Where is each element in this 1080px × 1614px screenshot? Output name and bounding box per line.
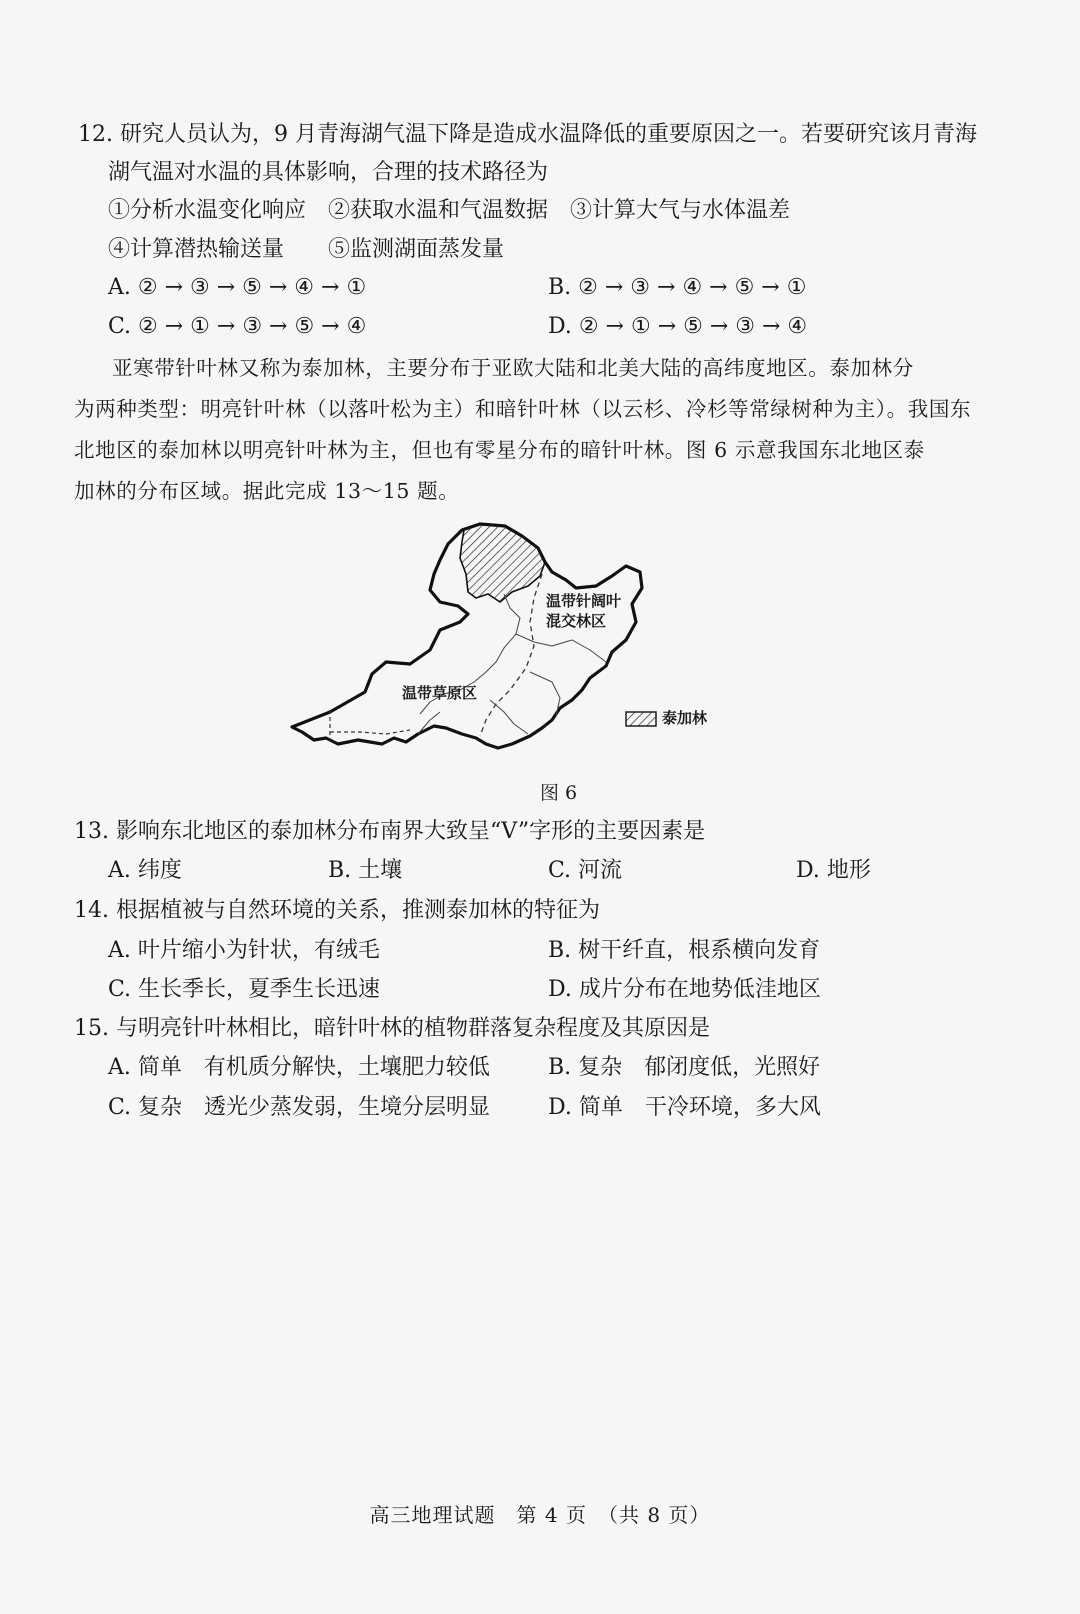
q12-option-d: D. ② → ① → ⑤ → ③ → ④ — [548, 314, 808, 339]
label-mixed-forest-line2: 混交林区 — [546, 612, 607, 630]
q12-steps-line2: ④计算潜热输送量 ⑤监测湖面蒸发量 — [108, 237, 505, 262]
q15-option-d: D. 简单 干冷环境，多大风 — [548, 1095, 821, 1120]
q15-option-c: C. 复杂 透光少蒸发弱，生境分层明显 — [108, 1095, 491, 1120]
q12-option-a: A. ② → ③ → ⑤ → ④ → ① — [108, 275, 367, 300]
q15-option-b: B. 复杂 郁闭度低，光照好 — [548, 1055, 821, 1080]
legend-taiga-label: 泰加林 — [662, 709, 708, 727]
taiga-zone — [460, 524, 545, 602]
passage-line3: 北地区的泰加林以明亮针叶林为主，但也有零星分布的暗针叶林。图 6 示意我国东北地区泰 — [74, 438, 925, 462]
q14-option-a: A. 叶片缩小为针状，有绒毛 — [108, 938, 380, 963]
q13-stem: 13. 影响东北地区的泰加林分布南界大致呈“V”字形的主要因素是 — [74, 819, 706, 844]
q14-stem: 14. 根据植被与自然环境的关系，推测泰加林的特征为 — [74, 898, 600, 923]
province-border-dashed — [330, 710, 410, 740]
passage-line1: 亚寒带针叶林又称为泰加林，主要分布于亚欧大陆和北美大陆的高纬度地区。泰加林分 — [112, 356, 914, 380]
q14-option-d: D. 成片分布在地势低洼地区 — [548, 977, 821, 1002]
q14-option-c: C. 生长季长，夏季生长迅速 — [108, 977, 381, 1002]
figure-6-map — [290, 522, 770, 762]
q15-stem: 15. 与明亮针叶林相比，暗针叶林的植物群落复杂程度及其原因是 — [74, 1016, 710, 1041]
q12-steps-line1: ①分析水温变化响应 ②获取水温和气温数据 ③计算大气与水体温差 — [108, 198, 791, 223]
figure-caption: 图 6 — [540, 782, 578, 804]
label-grassland: 温带草原区 — [402, 684, 478, 702]
q15-option-a: A. 简单 有机质分解快，土壤肥力较低 — [108, 1055, 490, 1080]
q13-option-b: B. 土壤 — [328, 858, 403, 883]
q14-option-b: B. 树干纤直，根系横向发育 — [548, 938, 821, 963]
passage-line4: 加林的分布区域。据此完成 13～15 题。 — [74, 479, 460, 503]
q13-option-a: A. 纬度 — [108, 858, 182, 883]
q13-option-d: D. 地形 — [796, 858, 871, 883]
legend-taiga-swatch — [626, 712, 656, 726]
label-mixed-forest-line1: 温带针阔叶 — [546, 592, 622, 610]
q12-option-b: B. ② → ③ → ④ → ⑤ → ① — [548, 275, 807, 300]
q13-option-c: C. 河流 — [548, 858, 623, 883]
passage-line2: 为两种类型：明亮针叶林（以落叶松为主）和暗针叶林（以云杉、冷杉等常绿树种为主）。我国东 — [74, 397, 972, 421]
page-footer: 高三地理试题 第 4 页 （共 8 页） — [369, 1503, 711, 1527]
zone-boundary-dashed — [480, 574, 542, 736]
q12-stem-line2: 湖气温对水温的具体影响，合理的技术路径为 — [108, 160, 549, 185]
q12-option-c: C. ② → ① → ③ → ⑤ → ④ — [108, 314, 367, 339]
q12-stem-line1: 12. 研究人员认为，9 月青海湖气温下降是造成水温降低的重要原因之一。若要研究该月青海 — [78, 122, 977, 147]
